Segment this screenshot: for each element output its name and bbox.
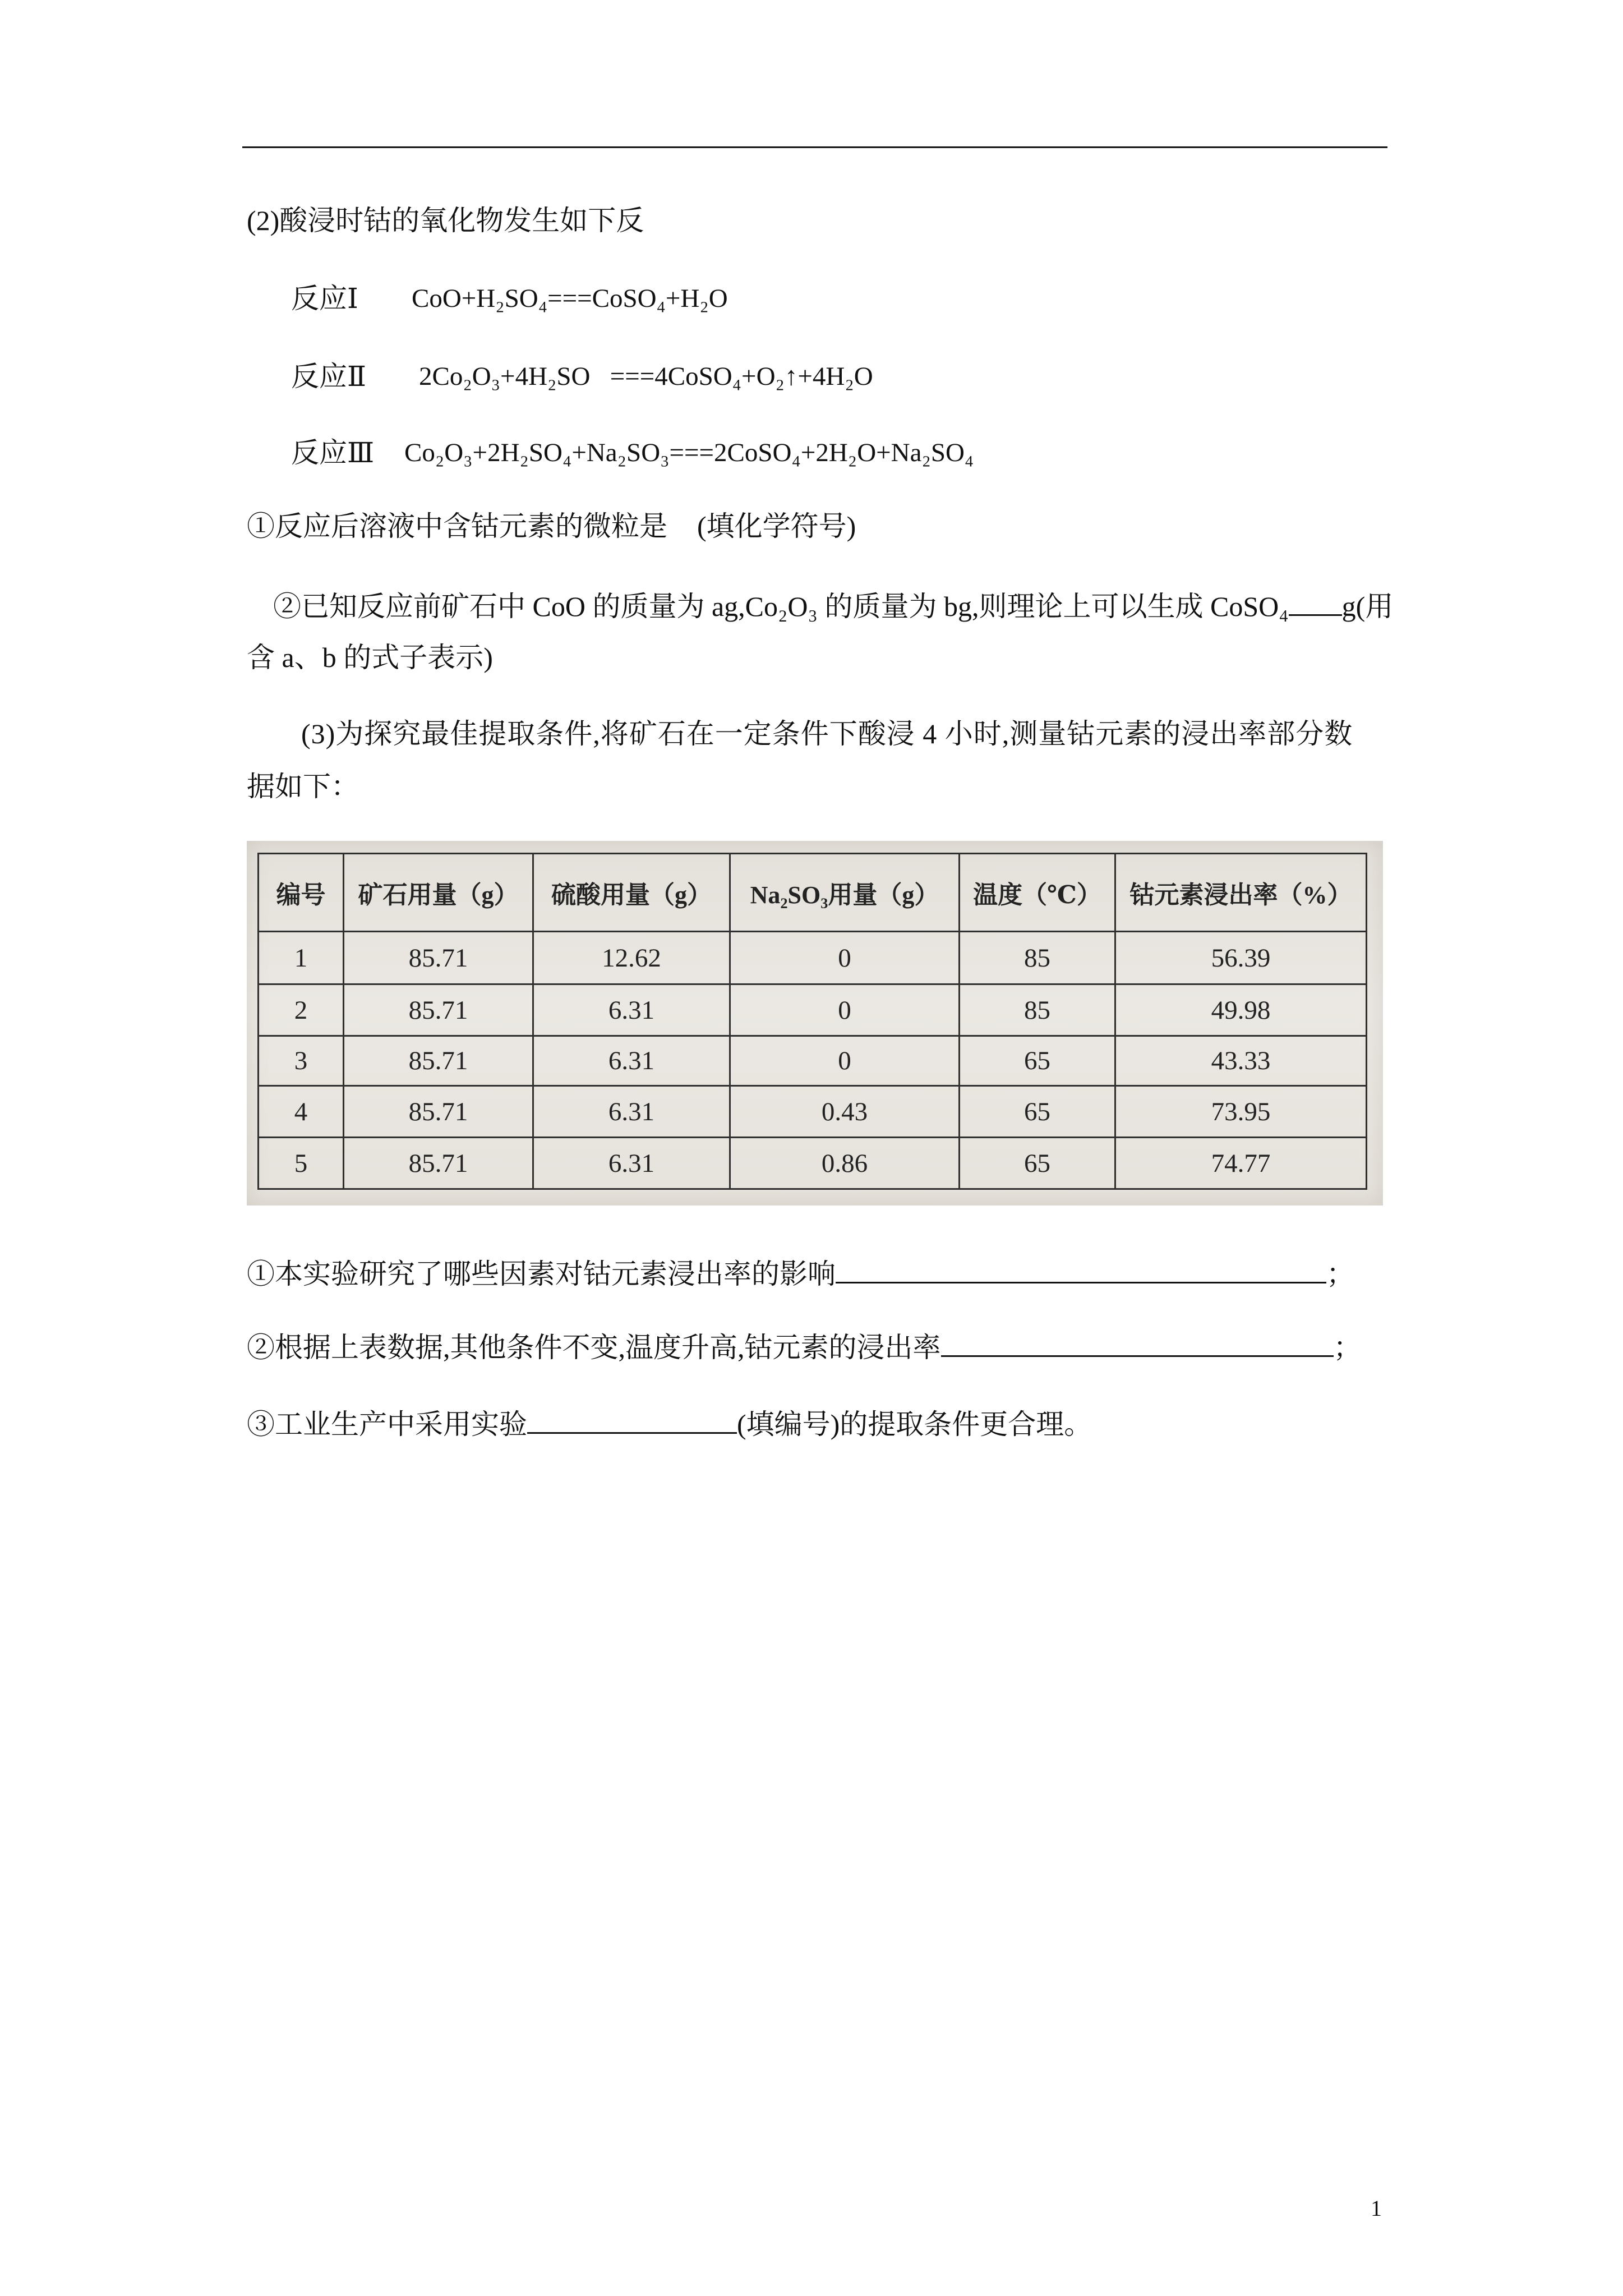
table-cell: 85.71 xyxy=(344,1086,533,1138)
question-3-3 xyxy=(247,1405,1092,1439)
reaction-equation: Co₂O₃+2H₂SO₄+Na₂SO₃===2CoSO₄+2H₂O+Na₂SO₄ xyxy=(404,438,974,467)
table-cell: 74.77 xyxy=(1115,1138,1367,1189)
reaction-equation: CoO+H₂SO₄===CoSO₄+H₂O xyxy=(412,284,728,313)
question-text-after-blank: g(用 xyxy=(1341,591,1394,622)
section3-intro-continuation: 据如下： xyxy=(247,771,359,802)
table-cell: 49.98 xyxy=(1115,984,1367,1036)
table-cell: 0 xyxy=(730,1036,960,1086)
table-row xyxy=(259,1138,1367,1189)
reaction-1 xyxy=(0,282,1623,315)
reaction-label: 反应Ⅰ xyxy=(291,283,358,314)
table-cell: 6.31 xyxy=(533,1036,730,1086)
table-cell: 85 xyxy=(960,932,1115,984)
question-text-after-blank: ； xyxy=(1333,1332,1362,1363)
data-table xyxy=(257,853,1367,1190)
answer-blank xyxy=(527,1405,737,1434)
table-cell: 0 xyxy=(730,932,960,984)
header-ore-mass: 矿石用量（g） xyxy=(344,854,533,932)
reaction-equation: 2Co₂O₃+4H₂SO ===4CoSO₄+O₂↑+4H₂O xyxy=(419,362,873,391)
page-number: 1 xyxy=(1371,2196,1382,2221)
table-cell: 65 xyxy=(960,1138,1115,1189)
answer-blank xyxy=(941,1328,1334,1357)
table-row xyxy=(259,932,1367,984)
table-cell: 0 xyxy=(730,984,960,1036)
header-temperature: 温度（℃） xyxy=(960,854,1115,932)
data-table-image xyxy=(247,841,1383,1205)
answer-blank xyxy=(1289,587,1342,616)
table-cell: 0.43 xyxy=(730,1086,960,1138)
question-text-after-blank: (填编号)的提取条件更合理。 xyxy=(737,1409,1092,1440)
table-cell: 85.71 xyxy=(344,1036,533,1086)
table-cell: 65 xyxy=(960,1086,1115,1138)
answer-blank xyxy=(836,1255,1326,1283)
header-sulfite-mass: Na₂SO₃用量（g） xyxy=(730,854,960,932)
table-cell: 4 xyxy=(259,1086,344,1138)
question-2-2-continuation: 含 a、b 的式子表示) xyxy=(247,642,493,673)
table-cell: 3 xyxy=(259,1036,344,1086)
question-3-1 xyxy=(247,1255,1354,1289)
reaction-3 xyxy=(0,436,1623,470)
table-cell: 2 xyxy=(259,984,344,1036)
table-cell: 73.95 xyxy=(1115,1086,1367,1138)
question-text: ②已知反应前矿石中 CoO 的质量为 ag,Co₂O₃ 的质量为 bg,则理论上可以生成 CoSO₄ xyxy=(273,591,1289,622)
question-text: ③工业生产中采用实验 xyxy=(247,1409,527,1440)
table-cell: 5 xyxy=(259,1138,344,1189)
question-2-1 xyxy=(247,509,856,543)
table-cell: 6.31 xyxy=(533,1086,730,1138)
table-cell: 85 xyxy=(960,984,1115,1036)
table-cell: 85.71 xyxy=(344,984,533,1036)
table-cell: 0.86 xyxy=(730,1138,960,1189)
header-leach-rate: 钴元素浸出率（%） xyxy=(1115,854,1367,932)
table-cell: 65 xyxy=(960,1036,1115,1086)
table-cell: 56.39 xyxy=(1115,932,1367,984)
header-rule xyxy=(242,146,1387,148)
reaction-label: 反应Ⅲ xyxy=(291,437,375,468)
question-3-2 xyxy=(247,1328,1362,1362)
question-hint: (填化学符号) xyxy=(697,510,856,542)
header-acid-mass: 硫酸用量（g） xyxy=(533,854,730,932)
table-header-row xyxy=(259,854,1367,932)
table-row xyxy=(259,984,1367,1036)
question-text: ①反应后溶液中含钴元素的微粒是 xyxy=(247,510,667,542)
table-cell: 85.71 xyxy=(344,932,533,984)
table-cell: 6.31 xyxy=(533,984,730,1036)
table-cell: 1 xyxy=(259,932,344,984)
table-row xyxy=(259,1086,1367,1138)
question-text: ②根据上表数据,其他条件不变,温度升高,钴元素的浸出率 xyxy=(247,1332,941,1363)
table-cell: 6.31 xyxy=(533,1138,730,1189)
header-id: 编号 xyxy=(259,854,344,932)
section2-intro: (2)酸浸时钴的氧化物发生如下反 xyxy=(247,205,644,236)
table-cell: 85.71 xyxy=(344,1138,533,1189)
reaction-label: 反应Ⅱ xyxy=(291,361,366,392)
section3-intro: (3)为探究最佳提取条件,将矿石在一定条件下酸浸 4 小时,测量钴元素的浸出率部分数 xyxy=(301,718,1353,749)
question-2-2 xyxy=(273,587,1393,621)
table-row xyxy=(259,1036,1367,1086)
table-cell: 12.62 xyxy=(533,932,730,984)
question-text-after-blank: ； xyxy=(1326,1258,1354,1290)
question-text: ①本实验研究了哪些因素对钴元素浸出率的影响 xyxy=(247,1258,836,1290)
reaction-2 xyxy=(0,360,1623,393)
table-cell: 43.33 xyxy=(1115,1036,1367,1086)
